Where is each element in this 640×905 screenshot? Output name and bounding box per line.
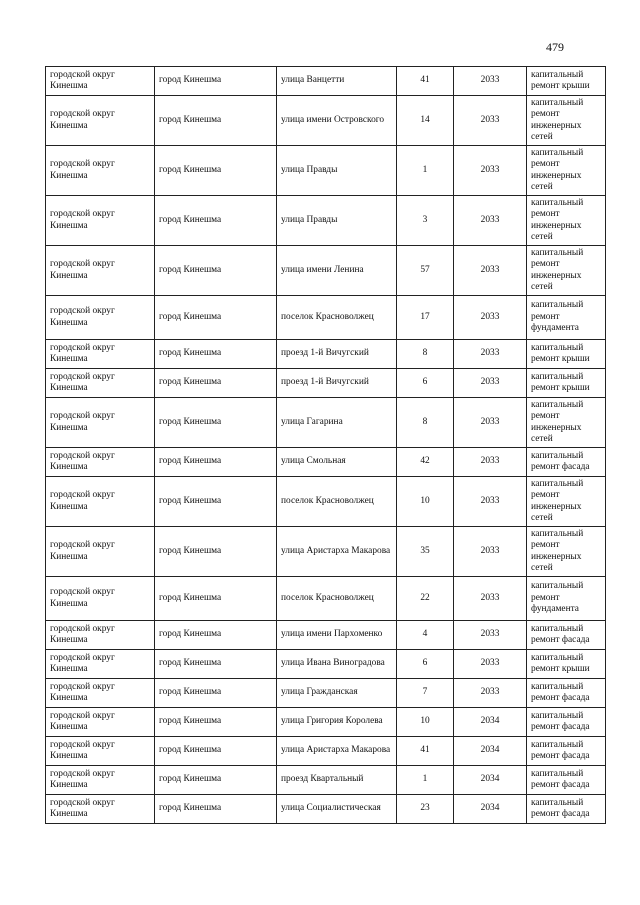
municipal-district-cell: городской округ Кинешма — [46, 650, 155, 679]
settlement-cell: город Кинешма — [155, 448, 277, 477]
year-cell: 2033 — [454, 146, 527, 196]
house-number-cell: 6 — [397, 369, 454, 398]
work-type-cell: капитальный ремонт крыши — [527, 650, 606, 679]
street-cell: улица Правды — [277, 146, 397, 196]
table-row — [46, 67, 606, 96]
house-number-cell: 8 — [397, 340, 454, 369]
house-number-cell: 3 — [397, 196, 454, 246]
municipal-district-cell: городской округ Кинешма — [46, 527, 155, 577]
street-cell: улица имени Островского — [277, 96, 397, 146]
year-cell: 2033 — [454, 296, 527, 340]
work-type-cell: капитальный ремонт фундамента — [527, 577, 606, 621]
repair-schedule-table — [45, 66, 606, 824]
settlement-cell: город Кинешма — [155, 621, 277, 650]
municipal-district-cell: городской округ Кинешма — [46, 340, 155, 369]
street-cell: проезд Квартальный — [277, 766, 397, 795]
year-cell: 2034 — [454, 737, 527, 766]
settlement-cell: город Кинешма — [155, 398, 277, 448]
house-number-cell: 41 — [397, 67, 454, 96]
municipal-district-cell: городской округ Кинешма — [46, 621, 155, 650]
municipal-district-cell: городской округ Кинешма — [46, 737, 155, 766]
year-cell: 2034 — [454, 766, 527, 795]
table-row — [46, 650, 606, 679]
table-row — [46, 146, 606, 196]
work-type-cell: капитальный ремонт фасада — [527, 448, 606, 477]
street-cell: улица Ивана Виноградова — [277, 650, 397, 679]
settlement-cell: город Кинешма — [155, 708, 277, 737]
work-type-cell: капитальный ремонт фасада — [527, 708, 606, 737]
house-number-cell: 8 — [397, 398, 454, 448]
street-cell: улица Григория Королева — [277, 708, 397, 737]
municipal-district-cell: городской округ Кинешма — [46, 196, 155, 246]
work-type-cell: капитальный ремонт инженерных сетей — [527, 398, 606, 448]
settlement-cell: город Кинешма — [155, 246, 277, 296]
year-cell: 2033 — [454, 527, 527, 577]
work-type-cell: капитальный ремонт крыши — [527, 340, 606, 369]
house-number-cell: 10 — [397, 708, 454, 737]
table-row — [46, 577, 606, 621]
settlement-cell: город Кинешма — [155, 577, 277, 621]
table-row — [46, 296, 606, 340]
street-cell: улица Аристарха Макарова — [277, 527, 397, 577]
settlement-cell: город Кинешма — [155, 795, 277, 824]
street-cell: улица Правды — [277, 196, 397, 246]
municipal-district-cell: городской округ Кинешма — [46, 795, 155, 824]
settlement-cell: город Кинешма — [155, 766, 277, 795]
house-number-cell: 6 — [397, 650, 454, 679]
table-body — [46, 67, 606, 824]
municipal-district-cell: городской округ Кинешма — [46, 246, 155, 296]
year-cell: 2033 — [454, 340, 527, 369]
municipal-district-cell: городской округ Кинешма — [46, 146, 155, 196]
settlement-cell: город Кинешма — [155, 296, 277, 340]
year-cell: 2033 — [454, 448, 527, 477]
street-cell: поселок Красноволжец — [277, 577, 397, 621]
year-cell: 2033 — [454, 96, 527, 146]
street-cell: проезд 1-й Вичугский — [277, 369, 397, 398]
municipal-district-cell: городской округ Кинешма — [46, 708, 155, 737]
house-number-cell: 1 — [397, 766, 454, 795]
year-cell: 2033 — [454, 369, 527, 398]
settlement-cell: город Кинешма — [155, 340, 277, 369]
settlement-cell: город Кинешма — [155, 650, 277, 679]
work-type-cell: капитальный ремонт инженерных сетей — [527, 96, 606, 146]
municipal-district-cell: городской округ Кинешма — [46, 477, 155, 527]
year-cell: 2033 — [454, 67, 527, 96]
table-row — [46, 369, 606, 398]
house-number-cell: 17 — [397, 296, 454, 340]
settlement-cell: город Кинешма — [155, 527, 277, 577]
settlement-cell: город Кинешма — [155, 737, 277, 766]
street-cell: улица Смольная — [277, 448, 397, 477]
house-number-cell: 4 — [397, 621, 454, 650]
street-cell: улица Социалистическая — [277, 795, 397, 824]
year-cell: 2034 — [454, 708, 527, 737]
municipal-district-cell: городской округ Кинешма — [46, 679, 155, 708]
settlement-cell: город Кинешма — [155, 196, 277, 246]
work-type-cell: капитальный ремонт фасада — [527, 621, 606, 650]
table-row — [46, 621, 606, 650]
municipal-district-cell: городской округ Кинешма — [46, 96, 155, 146]
work-type-cell: капитальный ремонт инженерных сетей — [527, 477, 606, 527]
year-cell: 2033 — [454, 679, 527, 708]
settlement-cell: город Кинешма — [155, 96, 277, 146]
table-row — [46, 477, 606, 527]
year-cell: 2033 — [454, 398, 527, 448]
year-cell: 2034 — [454, 795, 527, 824]
table-row — [46, 766, 606, 795]
table-row — [46, 96, 606, 146]
year-cell: 2033 — [454, 477, 527, 527]
year-cell: 2033 — [454, 196, 527, 246]
work-type-cell: капитальный ремонт фундамента — [527, 296, 606, 340]
table-row — [46, 340, 606, 369]
year-cell: 2033 — [454, 577, 527, 621]
street-cell: проезд 1-й Вичугский — [277, 340, 397, 369]
house-number-cell: 41 — [397, 737, 454, 766]
table-row — [46, 448, 606, 477]
street-cell: улица Ванцетти — [277, 67, 397, 96]
year-cell: 2033 — [454, 246, 527, 296]
table-row — [46, 737, 606, 766]
municipal-district-cell: городской округ Кинешма — [46, 766, 155, 795]
settlement-cell: город Кинешма — [155, 369, 277, 398]
house-number-cell: 57 — [397, 246, 454, 296]
year-cell: 2033 — [454, 621, 527, 650]
house-number-cell: 42 — [397, 448, 454, 477]
house-number-cell: 14 — [397, 96, 454, 146]
work-type-cell: капитальный ремонт инженерных сетей — [527, 196, 606, 246]
house-number-cell: 1 — [397, 146, 454, 196]
settlement-cell: город Кинешма — [155, 679, 277, 708]
settlement-cell: город Кинешма — [155, 477, 277, 527]
page-number: 479 — [546, 40, 564, 54]
municipal-district-cell: городской округ Кинешма — [46, 577, 155, 621]
street-cell: улица имени Ленина — [277, 246, 397, 296]
house-number-cell: 35 — [397, 527, 454, 577]
street-cell: улица Аристарха Макарова — [277, 737, 397, 766]
table-row — [46, 708, 606, 737]
house-number-cell: 23 — [397, 795, 454, 824]
settlement-cell: город Кинешма — [155, 67, 277, 96]
street-cell: поселок Красноволжец — [277, 296, 397, 340]
work-type-cell: капитальный ремонт инженерных сетей — [527, 146, 606, 196]
municipal-district-cell: городской округ Кинешма — [46, 369, 155, 398]
street-cell: улица Гражданская — [277, 679, 397, 708]
table-row — [46, 795, 606, 824]
house-number-cell: 7 — [397, 679, 454, 708]
work-type-cell: капитальный ремонт инженерных сетей — [527, 527, 606, 577]
street-cell: поселок Красноволжец — [277, 477, 397, 527]
year-cell: 2033 — [454, 650, 527, 679]
work-type-cell: капитальный ремонт крыши — [527, 369, 606, 398]
house-number-cell: 22 — [397, 577, 454, 621]
municipal-district-cell: городской округ Кинешма — [46, 448, 155, 477]
municipal-district-cell: городской округ Кинешма — [46, 67, 155, 96]
table-row — [46, 527, 606, 577]
municipal-district-cell: городской округ Кинешма — [46, 296, 155, 340]
settlement-cell: город Кинешма — [155, 146, 277, 196]
municipal-district-cell: городской округ Кинешма — [46, 398, 155, 448]
table-row — [46, 246, 606, 296]
table-row — [46, 196, 606, 246]
table-row — [46, 398, 606, 448]
work-type-cell: капитальный ремонт фасада — [527, 766, 606, 795]
house-number-cell: 10 — [397, 477, 454, 527]
work-type-cell: капитальный ремонт фасада — [527, 679, 606, 708]
street-cell: улица имени Пархоменко — [277, 621, 397, 650]
work-type-cell: капитальный ремонт фасада — [527, 737, 606, 766]
street-cell: улица Гагарина — [277, 398, 397, 448]
work-type-cell: капитальный ремонт крыши — [527, 67, 606, 96]
work-type-cell: капитальный ремонт инженерных сетей — [527, 246, 606, 296]
table-row — [46, 679, 606, 708]
work-type-cell: капитальный ремонт фасада — [527, 795, 606, 824]
